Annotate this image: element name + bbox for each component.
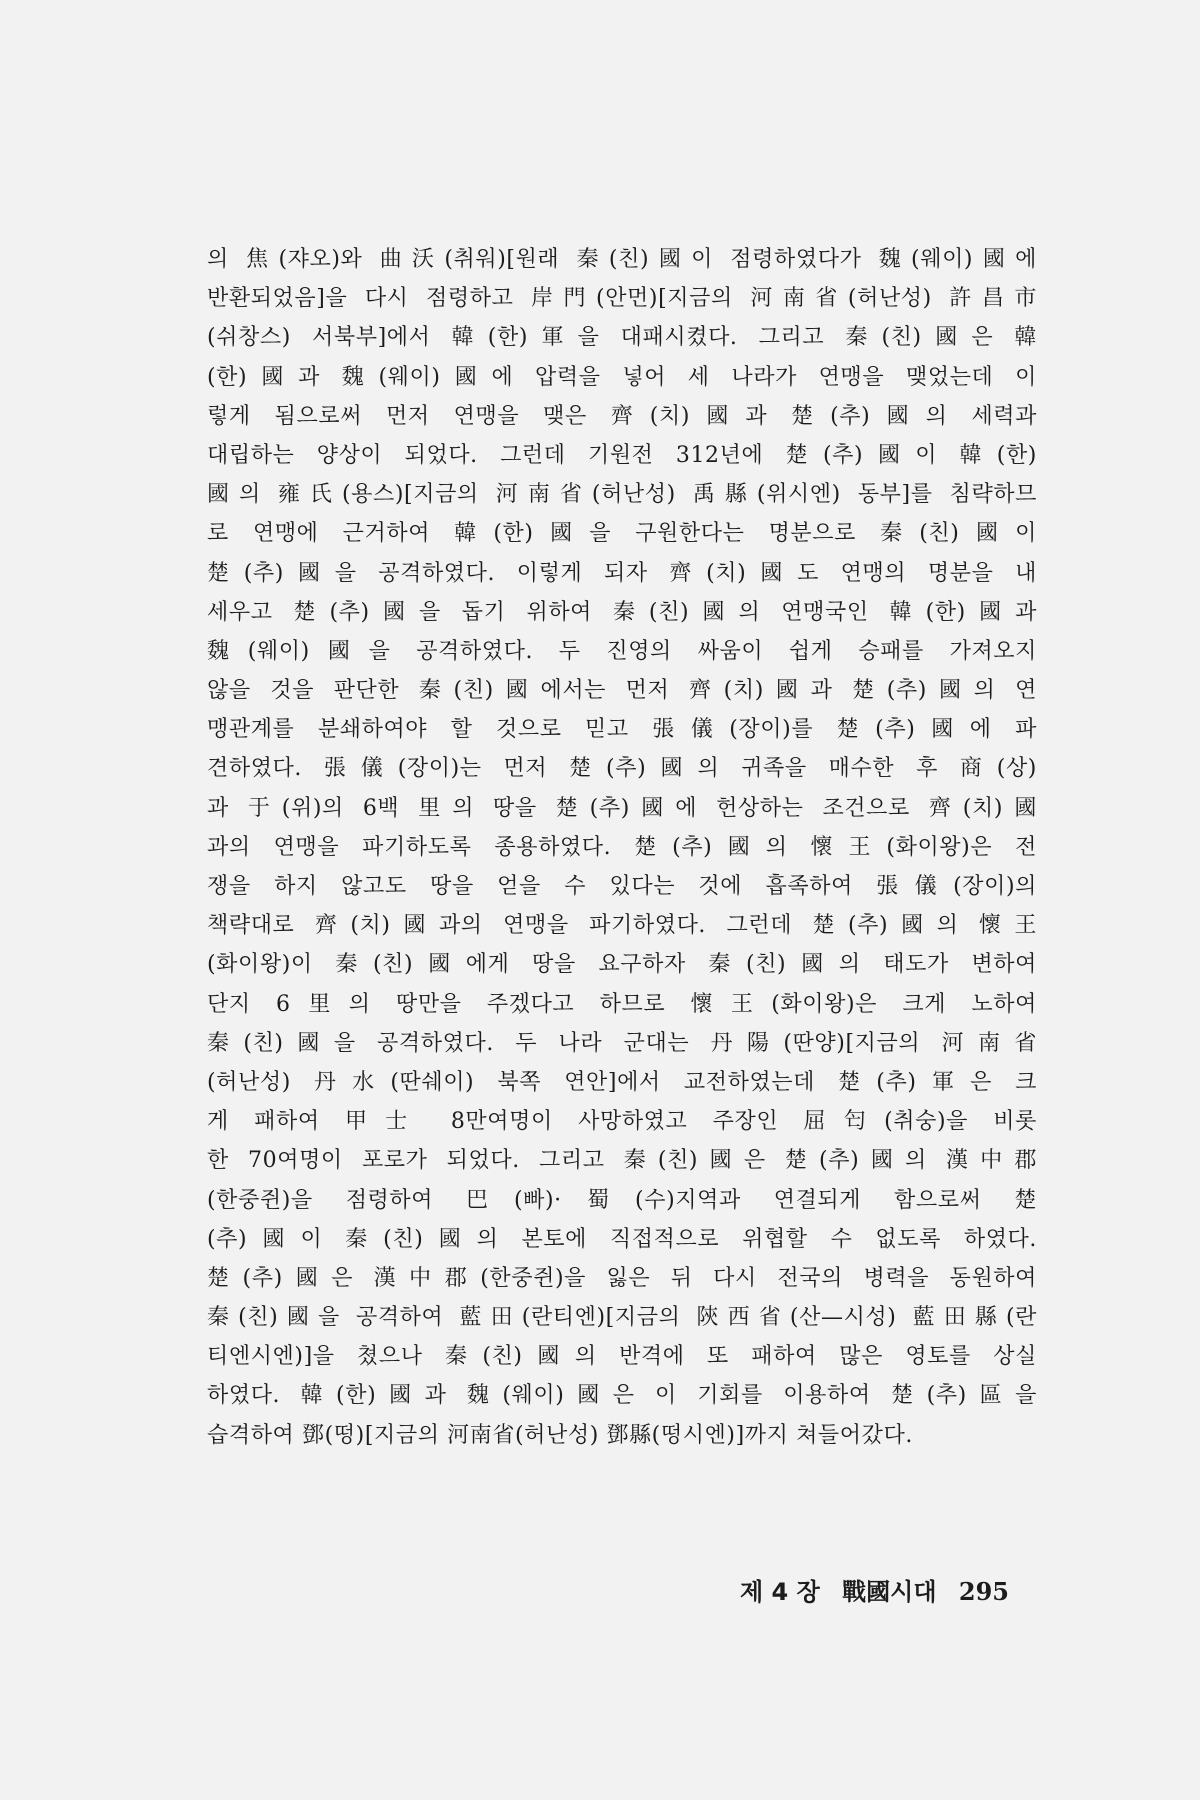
text-line: 國의 雍氏(용스)[지금의 河南省(허난성) 禹縣(위시엔) 동부]를 침략하므	[207, 482, 1037, 508]
text-line: 로 연맹에 근거하여 韓(한)國을 구원한다는 명분으로 秦(친)國이	[207, 521, 1037, 547]
text-line: 맹관계를 분쇄하여야 할 것으로 믿고 張儀(장이)를 楚(추)國에 파	[207, 717, 1037, 743]
text-line: 게 패하여 甲士 8만여명이 사망하였고 주장인 屈匄(취숭)을 비롯	[207, 1109, 1037, 1135]
text-line: (화이왕)이 秦(친)國에게 땅을 요구하자 秦(친)國의 태도가 변하여	[207, 952, 1037, 978]
text-line: (추)國이 秦(친)國의 본토에 직접적으로 위협할 수 없도록 하였다.	[207, 1226, 1037, 1252]
text-line: 과 于(위)의 6백 里의 땅을 楚(추)國에 헌상하는 조건으로 齊(치)國	[207, 795, 1037, 821]
text-line: 과의 연맹을 파기하도록 종용하였다. 楚(추)國의 懷王(화이왕)은 전	[207, 834, 1037, 860]
text-line: 하였다. 韓(한)國과 魏(웨이)國은 이 기회를 이용하여 楚(추)區을	[207, 1383, 1037, 1409]
text-line: 습격하여 鄧(떵)[지금의 河南省(허난성) 鄧縣(떵시엔)]까지 쳐들어갔다.	[207, 1422, 913, 1448]
text-line: (쉬창스) 서북부]에서 韓(한)軍을 대패시켰다. 그리고 秦(친)國은 韓	[207, 325, 1037, 351]
text-line: 楚(추)國을 공격하였다. 이렇게 되자 齊(치)國도 연맹의 명분을 내	[207, 560, 1037, 586]
chapter-title: 戰國시대	[842, 1578, 937, 1606]
chapter-label: 제 4 장	[740, 1578, 820, 1606]
text-line: 렇게 됨으로써 먼저 연맹을 맺은 齊(치)國과 楚(추)國의 세력과	[207, 403, 1037, 429]
text-line: (허난성) 丹水(딴쉐이) 북쪽 연안]에서 교전하였는데 楚(추)軍은 크	[207, 1069, 1037, 1095]
page-footer	[740, 1572, 1040, 1607]
text-line: 魏(웨이)國을 공격하였다. 두 진영의 싸움이 쉽게 승패를 가져오지	[207, 638, 1037, 664]
text-line: 楚(추)國은 漢中郡(한중쥔)을 잃은 뒤 다시 전국의 병력을 동원하여	[207, 1265, 1037, 1291]
text-line: 대립하는 양상이 되었다. 그런데 기원전 312년에 楚(추)國이 韓(한)	[207, 442, 1037, 468]
text-line: 秦(친)國을 공격하였다. 두 나라 군대는 丹陽(딴양)[지금의 河南省	[207, 1030, 1037, 1056]
text-line: 티엔시엔)]을 쳤으나 秦(친)國의 반격에 또 패하여 많은 영토를 상실	[207, 1344, 1037, 1370]
text-line: 견하였다. 張儀(장이)는 먼저 楚(추)國의 귀족을 매수한 후 商(상)	[207, 756, 1037, 782]
text-line: 한 70여명이 포로가 되었다. 그리고 秦(친)國은 楚(추)國의 漢中郡	[207, 1148, 1037, 1174]
text-line: 단지 6里의 땅만을 주겠다고 하므로 懷王(화이왕)은 크게 노하여	[207, 991, 1037, 1017]
text-line: (한중쥔)을 점령하여 巴(빠)·蜀(수)지역과 연결되게 함으로써 楚	[207, 1187, 1037, 1213]
text-line: (한)國과 魏(웨이)國에 압력을 넣어 세 나라가 연맹을 맺었는데 이	[207, 364, 1037, 390]
text-line: 반환되었음]을 다시 점령하고 岸門(안먼)[지금의 河南省(허난성) 許昌市	[207, 286, 1037, 312]
text-line: 秦(친)國을 공격하여 藍田(란티엔)[지금의 陝西省(산—시성) 藍田縣(란	[207, 1305, 1037, 1331]
text-line: 의 焦(쟈오)와 曲沃(취워)[원래 秦(친)國이 점령하였다가 魏(웨이)國에	[207, 247, 1037, 272]
body-text	[207, 240, 1037, 1455]
text-line: 않을 것을 판단한 秦(친)國에서는 먼저 齊(치)國과 楚(추)國의 연	[207, 678, 1037, 704]
page-number: 295	[958, 1577, 1009, 1606]
text-line: 쟁을 하지 않고도 땅을 얻을 수 있다는 것에 흡족하여 張儀(장이)의	[207, 874, 1037, 899]
text-line: 책략대로 齊(치)國과의 연맹을 파기하였다. 그런데 楚(추)國의 懷王	[207, 913, 1037, 939]
text-line: 세우고 楚(추)國을 돕기 위하여 秦(친)國의 연맹국인 韓(한)國과	[207, 599, 1037, 625]
